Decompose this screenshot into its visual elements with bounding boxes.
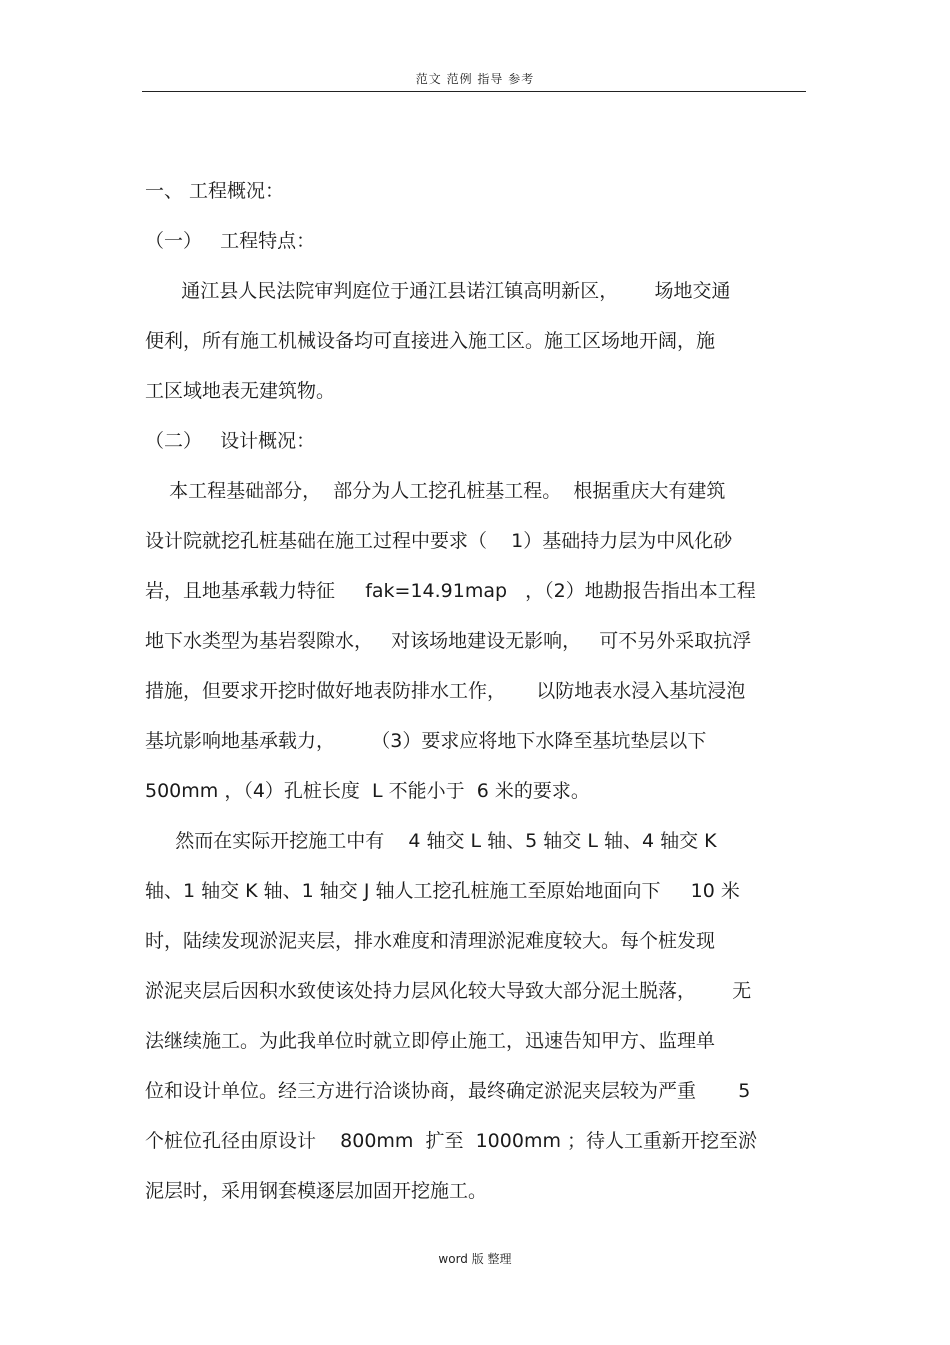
paragraph-line: 设计院就挖孔桩基础在施工过程中要求（ 1）基础持力层为中风化砂 (145, 530, 733, 552)
section-title: 一、 工程概况： (145, 180, 285, 202)
paragraph-line: 个桩位孔径由原设计 800mm 扩至 1000mm ；待人工重新开挖至淤 (145, 1130, 758, 1152)
paragraph-line: 通江县人民法院审判庭位于通江县诺江镇高明新区， 场地交通 (145, 280, 731, 302)
paragraph-line: 工区域地表无建筑物。 (145, 380, 336, 402)
paragraph-line: 然而在实际开挖施工中有 4 轴交 L 轴、5 轴交 L 轴、4 轴交 K (145, 830, 717, 852)
paragraph-line: 时，陆续发现淤泥夹层，排水难度和清理淤泥难度较大。每个桩发现 (145, 930, 716, 952)
paragraph-line: 泥层时，采用钢套模逐层加固开挖施工。 (145, 1180, 488, 1202)
paragraph-line: 轴、1 轴交 K 轴、1 轴交 J 轴人工挖孔桩施工至原始地面向下 10 米 (145, 880, 740, 902)
subsection-title-1: （一） 工程特点： (145, 230, 316, 252)
paragraph-line: 位和设计单位。经三方进行洽谈协商，最终确定淤泥夹层较为严重 5 (145, 1080, 751, 1102)
paragraph-line: 岩，且地基承载力特征 fak=14.91map ，（2）地勘报告指出本工程 (145, 580, 756, 602)
paragraph-line: 本工程基础部分， 部分为人工挖孔桩基工程。 根据重庆大有建筑 (145, 480, 726, 502)
paragraph-line: 淤泥夹层后因积水致使该处持力层风化较大导致大部分泥土脱落， 无 (145, 980, 752, 1002)
paragraph-line: 法继续施工。为此我单位时就立即停止施工，迅速告知甲方、监理单 (145, 1030, 716, 1052)
running-footer: word 版 整理 (438, 1252, 512, 1266)
paragraph-line: 地下水类型为基岩裂隙水， 对该场地建设无影响， 可不另外采取抗浮 (145, 630, 752, 652)
paragraph-line: 基坑影响地基承载力， （3）要求应将地下水降至基坑垫层以下 (145, 730, 707, 752)
subsection-title-2: （二） 设计概况： (145, 430, 316, 452)
header-rule (142, 91, 806, 92)
paragraph-line: 500mm ，（4）孔桩长度 L 不能小于 6 米的要求。 (145, 780, 590, 802)
running-header: 范文 范例 指导 参考 (415, 72, 535, 86)
paragraph-line: 措施，但要求开挖时做好地表防排水工作， 以防地表水浸入基坑浸泡 (145, 680, 746, 702)
paragraph-line: 便利，所有施工机械设备均可直接进入施工区。施工区场地开阔，施 (145, 330, 716, 352)
